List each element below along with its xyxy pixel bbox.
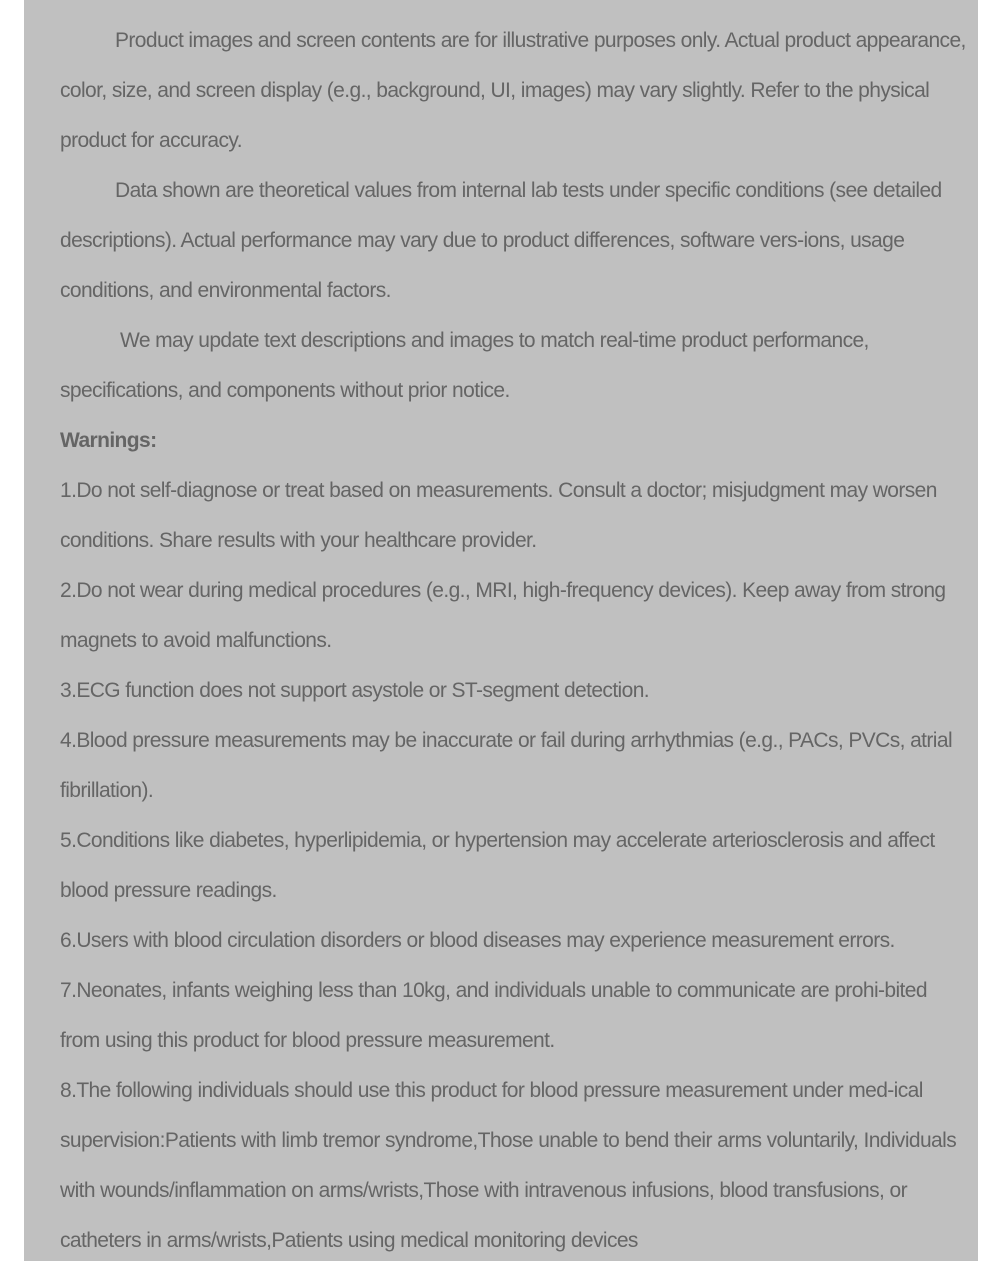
warning-item: 7.Neonates, infants weighing less than 10kg, and individuals unable to communicate are prohi-bited from using this product for blood pressure measurement. xyxy=(60,979,927,1052)
disclaimer-paragraph-data: Data shown are theoretical values from internal lab tests under specific conditions (see detailed descriptions). Actual performance may vary due to product differences, software vers-ions, usage conditions, and environmental factors. xyxy=(60,179,942,302)
warning-item: 6.Users with blood circulation disorders or blood diseases may experience measurement errors. xyxy=(60,929,895,952)
warnings-heading: Warnings: xyxy=(60,429,157,452)
disclaimer-paragraph-updates: We may update text descriptions and images to match real-time product performance, specifications, and components without prior notice. xyxy=(60,329,869,402)
disclaimer-paragraph-illustrative: Product images and screen contents are for illustrative purposes only. Actual product appearance, color, size, and screen display (e.g., background, UI, images) may vary slightly. Refer to the physical product for accuracy. xyxy=(60,29,966,152)
document-panel xyxy=(24,0,978,1261)
warning-item: 8.The following individuals should use this product for blood pressure measurement under med-ical supervision:Patients with limb tremor syndrome,Those unable to bend their arms voluntarily, Individuals with wounds/inflammation on arms/wrists,Those with intravenous infusions, blood transfusions, or catheters in arms/wrists,Patients using medical monitoring devices xyxy=(60,1079,957,1252)
warning-item: 4.Blood pressure measurements may be inaccurate or fail during arrhythmias (e.g., PACs, PVCs, atrial fibrillation). xyxy=(60,729,953,802)
warning-item: 5.Conditions like diabetes, hyperlipidemia, or hypertension may accelerate arteriosclerosis and affect blood pressure readings. xyxy=(60,829,935,902)
warning-item: 2.Do not wear during medical procedures (e.g., MRI, high-frequency devices). Keep away from strong magnets to avoid malfunctions. xyxy=(60,579,946,652)
warning-item: 3.ECG function does not support asystole or ST-segment detection. xyxy=(60,679,650,702)
document-content xyxy=(60,16,970,1266)
warning-item: 1.Do not self-diagnose or treat based on measurements. Consult a doctor; misjudgment may worsen conditions. Share results with your healthcare provider. xyxy=(60,479,937,552)
